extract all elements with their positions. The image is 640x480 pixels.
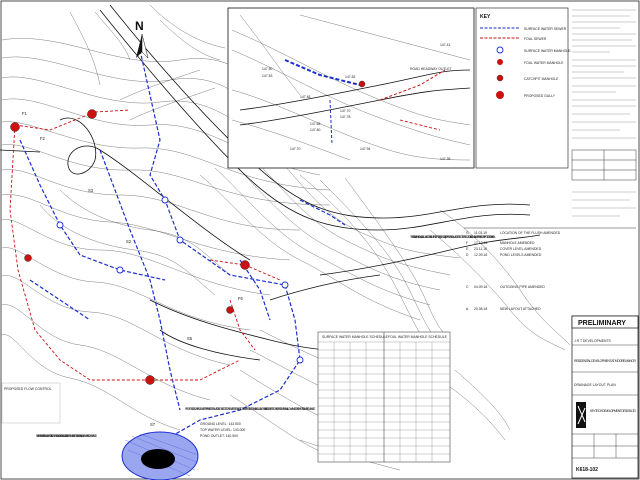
manhole-label: S3 bbox=[88, 188, 94, 193]
pond-level: TOP WATER LEVEL: 143.000 bbox=[200, 428, 246, 432]
geocell-note: THREE DIMENSIONAL CELLULAR CONFINEMENT SYSTEM (GEOCELL) TO PREVENT DAMAGE TO ROOTS OR ROOT ZONE INCLUDING WITH THE ROOT PROTECTION AREA. bbox=[410, 235, 496, 239]
foul-manhole bbox=[227, 307, 234, 314]
svg-text:N: N bbox=[135, 19, 144, 33]
manhole-label: S2 bbox=[126, 239, 132, 244]
svg-text:147.48: 147.48 bbox=[300, 95, 311, 99]
svg-text:147.41: 147.41 bbox=[440, 43, 451, 47]
svg-text:A: A bbox=[466, 307, 469, 311]
svg-text:FOUL WATER MANHOLE: FOUL WATER MANHOLE bbox=[524, 61, 564, 65]
svg-text:20.08.18: 20.08.18 bbox=[474, 307, 488, 311]
attenuation-pond bbox=[122, 432, 198, 480]
road-note: ROAD HEADWAY OUTLET bbox=[410, 67, 452, 71]
svg-text:D: D bbox=[466, 253, 469, 257]
svg-text:G: G bbox=[466, 231, 469, 235]
surface-manhole bbox=[297, 357, 303, 363]
sw-schedule-title: SURFACE WATER MANHOLE SCHEDULE bbox=[322, 335, 388, 339]
svg-text:147.82: 147.82 bbox=[345, 75, 356, 79]
svg-text:147.70: 147.70 bbox=[340, 109, 351, 113]
consultant-name: KEYTECH DEVELOPMENT DESIGN LTD bbox=[590, 409, 636, 413]
status-label: PRELIMINARY bbox=[578, 320, 626, 327]
inset-detail bbox=[228, 8, 474, 168]
svg-text:COVER LEVEL AMENDED: COVER LEVEL AMENDED bbox=[500, 247, 542, 251]
svg-text:11.03.19: 11.03.19 bbox=[474, 231, 487, 235]
svg-text:147.78: 147.78 bbox=[340, 115, 351, 119]
svg-text:SURFACE WATER MANHOLE: SURFACE WATER MANHOLE bbox=[524, 49, 571, 53]
foul-manhole bbox=[25, 255, 32, 262]
sheet-title: DRAINAGE LAYOUT PLAN bbox=[574, 383, 616, 387]
svg-text:147.94: 147.94 bbox=[360, 147, 371, 151]
manhole-label: F6 bbox=[238, 296, 243, 301]
svg-text:147.60: 147.60 bbox=[310, 128, 321, 132]
svg-text:FOUL SEWER: FOUL SEWER bbox=[524, 37, 547, 41]
svg-text:E: E bbox=[466, 247, 469, 251]
svg-text:147.50: 147.50 bbox=[262, 67, 273, 71]
surface-manhole bbox=[177, 237, 183, 243]
manhole-label: S5 bbox=[187, 336, 193, 341]
consultant-logo bbox=[576, 402, 586, 428]
svg-text:MANHOLE AMENDED: MANHOLE AMENDED bbox=[500, 241, 535, 245]
manhole-label: S7 bbox=[150, 422, 156, 427]
foul-manhole bbox=[146, 376, 155, 385]
invert-note-line: INVERT LEVEL OF DITCH/CULVERT TO BE SURVEYED AND DESIGN ENGINEER INFORMED BEFORE ANY DRAINAGE WORKS COMMENCE. bbox=[36, 434, 98, 438]
svg-text:23.11.18: 23.11.18 bbox=[474, 247, 487, 251]
pond-note: PROPOSED SURFACE WATER PRIVATE ATTENUATION POND TO STORE WATER FOR ALL STORM EVENTS UP TO AND INCLUDING THE 1 IN 100 YEAR RETURN PERIOD WITH AN ALLOWANCE OF 40% FOR CLIMATE CHANGE. bbox=[185, 407, 316, 411]
pond-level: GROUND LEVEL: 143.500 bbox=[200, 422, 241, 426]
svg-text:147.65: 147.65 bbox=[310, 122, 321, 126]
svg-text:CATCHPIT MANHOLE: CATCHPIT MANHOLE bbox=[524, 77, 559, 81]
project-name: RESIDENTIAL DEVELOPMENT AT MOORE MANOR bbox=[574, 359, 636, 363]
surface-manhole bbox=[162, 197, 168, 203]
svg-text:12.09.18: 12.09.18 bbox=[474, 253, 488, 257]
svg-text:NEW LAYOUT ATTACHED: NEW LAYOUT ATTACHED bbox=[500, 307, 541, 311]
drawing-number: K618-102 bbox=[576, 467, 598, 473]
surface-manhole bbox=[117, 267, 123, 273]
key-panel bbox=[476, 8, 571, 168]
svg-text:F: F bbox=[466, 241, 469, 245]
title-block bbox=[572, 316, 638, 478]
client-name: J R T DEVELOPMENTS bbox=[574, 339, 611, 343]
manhole-label: F1 bbox=[22, 111, 27, 116]
foul-manhole bbox=[88, 110, 97, 119]
fw-schedule-title: FOUL WATER MANHOLE SCHEDULE bbox=[388, 335, 447, 339]
surface-manhole bbox=[282, 282, 288, 288]
svg-text:17.12.18: 17.12.18 bbox=[474, 241, 488, 245]
svg-text:OUTGOING PIPE AMENDED: OUTGOING PIPE AMENDED bbox=[500, 285, 545, 289]
manhole-label: F2 bbox=[40, 136, 45, 141]
svg-text:POND LEVELS AMENDED: POND LEVELS AMENDED bbox=[500, 253, 542, 257]
manhole-schedules bbox=[318, 332, 450, 462]
svg-text:C: C bbox=[466, 285, 469, 289]
flow-control-note: PROPOSED FLOW CONTROL bbox=[4, 387, 52, 391]
foul-manhole bbox=[241, 261, 250, 270]
svg-text:LOCATION OF THE FLUSH AMENDED: LOCATION OF THE FLUSH AMENDED bbox=[500, 231, 561, 235]
pond-level: POND OUTLET: 140.500 bbox=[200, 434, 238, 438]
svg-text:147.70: 147.70 bbox=[290, 147, 301, 151]
svg-text:PROPOSED GULLY: PROPOSED GULLY bbox=[524, 94, 556, 98]
foul-manhole bbox=[11, 123, 20, 132]
svg-text:147.35: 147.35 bbox=[440, 157, 451, 161]
surface-manhole bbox=[57, 222, 63, 228]
svg-text:KEY: KEY bbox=[480, 14, 491, 20]
svg-text:147.53: 147.53 bbox=[262, 74, 273, 78]
svg-text:04.09.18: 04.09.18 bbox=[474, 285, 488, 289]
svg-text:SURFACE WATER SEWER: SURFACE WATER SEWER bbox=[524, 27, 567, 31]
